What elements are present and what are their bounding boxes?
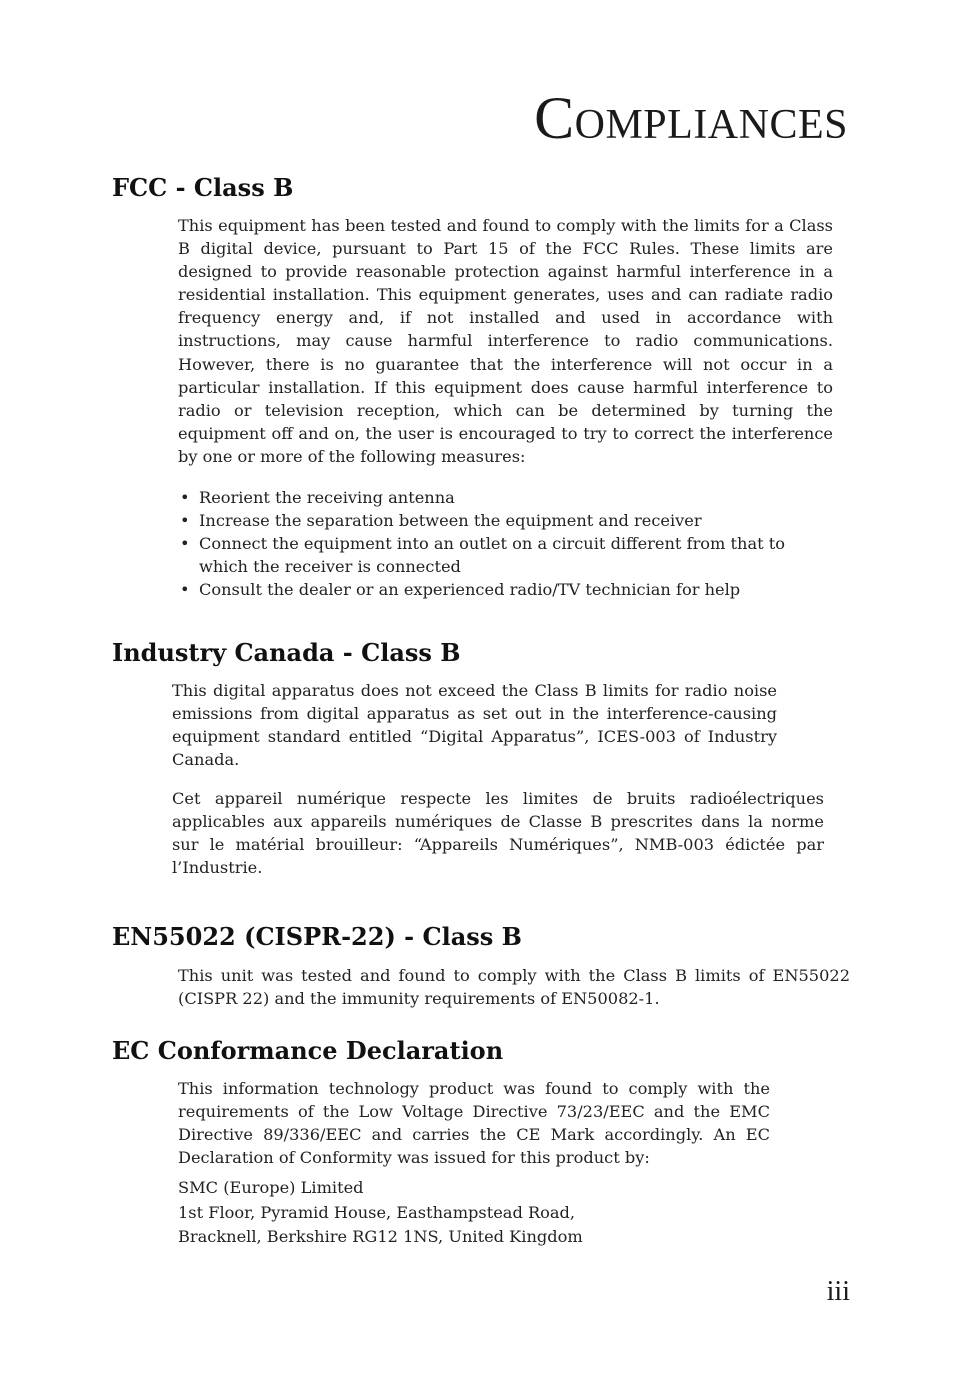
address-line: 1st Floor, Pyramid House, Easthampstead Road, [178, 1202, 576, 1222]
list-item-text: Connect the equipment into an outlet on a circuit different from that to which the receiver is connected [199, 534, 786, 577]
page-number: iii [826, 1276, 850, 1307]
ec-address [178, 1176, 583, 1250]
fcc-heading: FCC - Class B [112, 173, 294, 202]
ec-heading: EC Conformance Declaration [112, 1036, 504, 1065]
list-item-text: Increase the separation between the equipment and receiver [199, 511, 702, 531]
fcc-paragraph: This equipment has been tested and found to comply with the limits for a Class B digital device, pursuant to Part 15 of the FCC Rules. These limits are designed to provide reasonable protection against harmful interference in a residential installation. This equipment generates, uses and can radiate radio frequency energy and, if not installed and used in accordance with instructions, may cause harmful interference to radio communications. However, there is no guarantee that the interference will not occur in a particular installation. If this equipment does cause harmful interference to radio or television reception, which can be determined by turning the equipment off and on, the user is encouraged to try to correct the interference by one or more of the following measures: [178, 216, 833, 466]
canada-paragraph-fr: Cet appareil numérique respecte les limites de bruits radioélectriques applicables aux appareils numériques de Classe B prescrites dans la norme sur le matérial brouilleur: “Appareils Numériques”, NMB-003 édictée par l’Industrie. [172, 789, 824, 878]
en55022-paragraph: This unit was tested and found to comply with the Class B limits of EN55022 (CISPR 22) and the immunity requirements of EN50082-1. [178, 966, 850, 1009]
list-item [178, 578, 830, 601]
bullet-icon: • [180, 511, 190, 531]
list-item [178, 532, 830, 578]
canada-heading: Industry Canada - Class B [112, 638, 461, 667]
ec-paragraph: This information technology product was found to comply with the requirements of the Low Voltage Directive 73/23/EEC and the EMC Directive 89/336/EEC and carries the CE Mark accordingly. An EC Declaration of Conformity was issued for this product by: [178, 1079, 770, 1168]
en55022-heading: EN55022 (CISPR-22) - Class B [112, 922, 522, 951]
list-item [178, 509, 830, 532]
fcc-measures-list [178, 486, 830, 601]
bullet-icon: • [180, 488, 190, 507]
bullet-icon: • [180, 534, 190, 554]
list-item [178, 486, 830, 509]
bullet-icon: • [180, 580, 190, 600]
page-title: Compliances [534, 85, 848, 151]
canada-paragraph-en: This digital apparatus does not exceed the Class B limits for radio noise emissions from digital apparatus as set out in the interference-causing equipment standard entitled “Digital Apparatus”, ICES-003 of Industry Canada. [172, 681, 777, 770]
list-item-text: Reorient the receiving antenna [199, 488, 455, 507]
address-line: SMC (Europe) Limited [178, 1178, 364, 1197]
list-item-text: Consult the dealer or an experienced radio/TV technician for help [199, 580, 741, 600]
address-line: Bracknell, Berkshire RG12 1NS, United Kingdom [178, 1227, 583, 1246]
